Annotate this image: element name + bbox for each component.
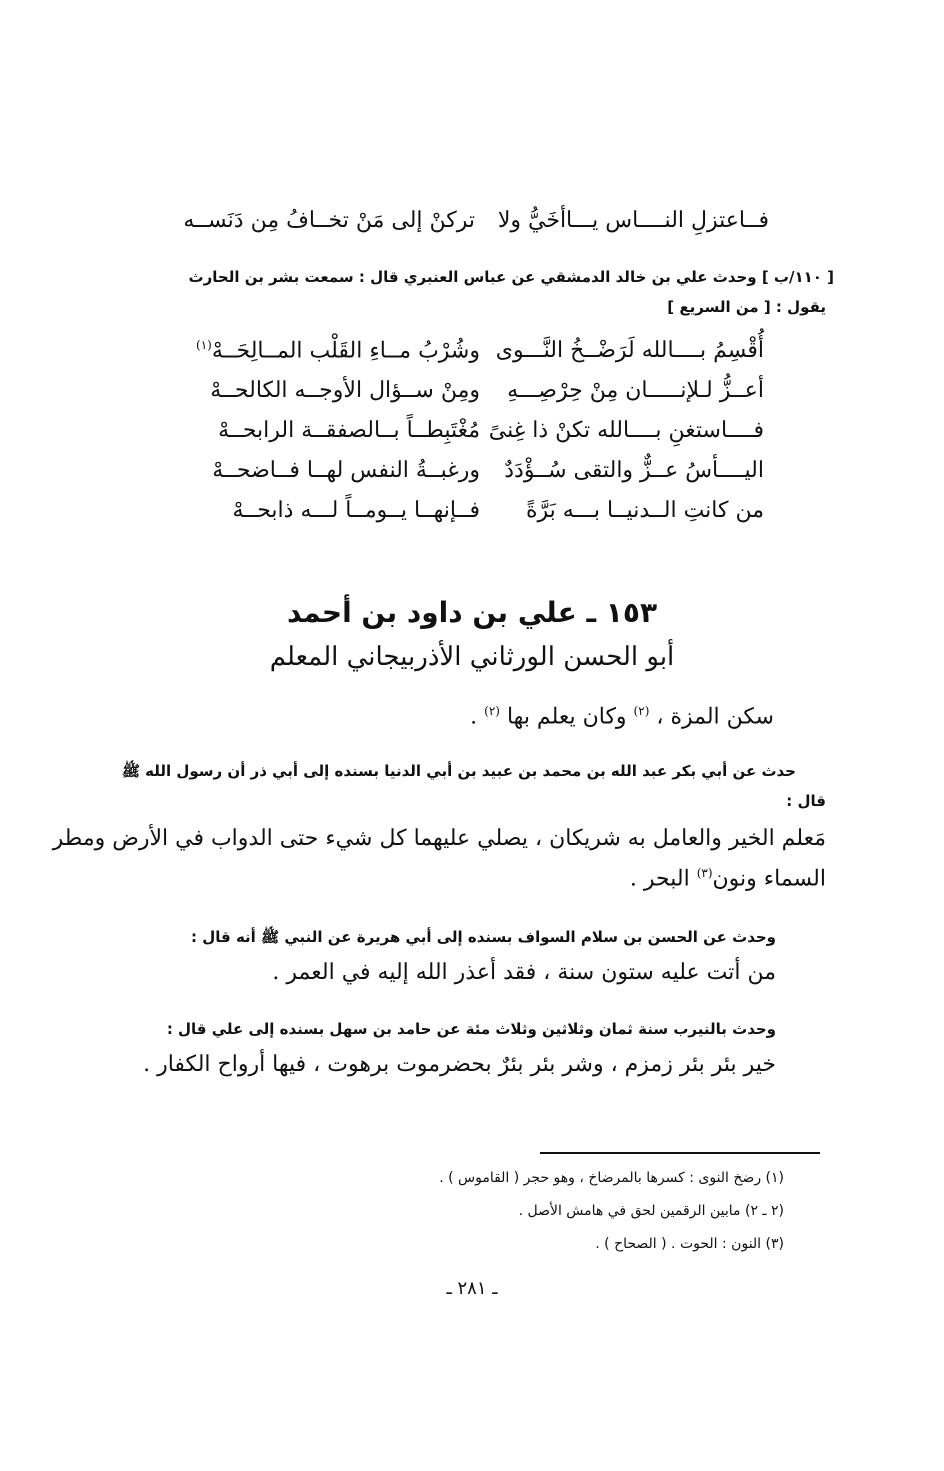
narration-line-2: يقول : [ من السريع ]	[667, 298, 826, 316]
hadith-1-text-part-b: البحر .	[629, 866, 690, 892]
residence-line	[470, 704, 774, 729]
verse-hemistich-right: فــاعتزلِ النــــاس يـــاأخَيُّ ولا	[497, 208, 769, 233]
hadith-1-isnad: حدث عن أبي بكر عبد الله بن محمد بن عبيد بن أبي الدنيا بسنده إلى أبي ذر أن رسول الله ﷺ	[121, 762, 796, 780]
footnote-marker: (٢)	[633, 704, 650, 718]
page-number: ـ ٢٨١ ـ	[446, 1278, 498, 1299]
opening-verse	[0, 208, 944, 240]
residence-part-b: وكان يعلم بها	[506, 704, 627, 730]
verse-hemistich-left	[196, 338, 480, 364]
verse-hemistich-left: ورغبــةُ النفس لهــا فــاضحــهْ	[212, 458, 480, 483]
poem-verse	[0, 418, 944, 450]
verse-hemistich-right: أعــزُّ لـلإنـــــان مِنْ حِرْصِـــهِ	[507, 378, 764, 403]
hadith-3-isnad: وحدث بالنيرب سنة ثمان وثلاثين وثلاث مئة عن حامد بن سهل بسنده إلى علي قال :	[166, 1020, 776, 1038]
verse-hemistich-right: فــــاستغنِ بــــالله تكنْ ذا غِنىً	[488, 418, 764, 443]
footnote: (٣) النون : الحوت . ( الصحاح ) .	[595, 1236, 784, 1252]
verse-hemistich-right: أُقْسِمُ بــــالله لَرَضْــخُ النَّـــوى	[495, 338, 764, 363]
poem-verse	[0, 338, 944, 370]
footnote: (٢ ـ ٢) مابين الرقمين لحق في هامش الأصل .	[518, 1203, 784, 1219]
hadith-1-qal: قال :	[786, 792, 826, 810]
footnote-marker: (٢)	[484, 704, 500, 718]
residence-end: .	[470, 704, 478, 730]
hadith-1-text-line-2	[630, 866, 826, 891]
residence-part-a: سكن المزة ،	[656, 704, 774, 730]
verse-hemistich-left: فــإنهــا يــومــاً لـــه ذابحــهْ	[232, 498, 480, 523]
verse-hemistich-left: تركنْ إلى مَنْ تخــافُ مِن دَنَســه	[183, 208, 475, 233]
hadith-1-text-line-1: مَعلم الخير والعامل به شريكان ، يصلي عليهما كل شيء حتى الدواب في الأرض ومطر	[52, 826, 826, 851]
footnote-marker: (٣)	[696, 866, 713, 880]
footnote-separator	[540, 1152, 820, 1154]
poem-verse	[0, 378, 944, 410]
hadith-1-text-part-a: السماء ونون	[712, 866, 826, 892]
narration-line-1: [ ١١٠/ب ] وحدث علي بن خالد الدمشقي عن عباس العنبري قال : سمعت بشر بن الحارث	[188, 268, 834, 286]
verse-hemistich-right: اليــــأسُ عــزٌّ والتقى سُــؤْدَدٌ	[504, 458, 764, 483]
footnote-marker: (١)	[196, 338, 212, 352]
verse-hemistich-left: مُغْتَبِطــاً بــالصفقــة الرابحــهْ	[218, 418, 480, 443]
hadith-2-isnad: وحدث عن الحسن بن سلام السواف بسنده إلى أبي هريرة عن النبي ﷺ أنه قال :	[191, 928, 776, 946]
hadith-2-text: من أتت عليه ستون سنة ، فقد أعذر الله إليه في العمر .	[272, 960, 776, 985]
footnote: (١) رضخ النوى : كسرها بالمرضاخ ، وهو حجر ( القاموس ) .	[439, 1170, 784, 1186]
verse-hemistich-right: من كانتِ الــدنيــا بـــه بَرَّةً	[525, 498, 764, 523]
verse-hemistich-text: وشُرْبُ مــاءِ القَلْب المــالِحَــهْ	[211, 338, 480, 364]
hadith-3-text: خير بئر بئر زمزم ، وشر بئر بئرٌ بحضرموت برهوت ، فيها أرواح الكفار .	[143, 1052, 776, 1077]
poem-verse	[0, 498, 944, 530]
entry-title: ١٥٣ ـ علي بن داود بن أحمد	[286, 596, 658, 629]
entry-subtitle: أبو الحسن الورثاني الأذربيجاني المعلم	[269, 642, 675, 672]
poem-verse	[0, 458, 944, 490]
verse-hemistich-left: ومِنْ ســؤال الأوجــه الكالحــهْ	[210, 378, 480, 403]
